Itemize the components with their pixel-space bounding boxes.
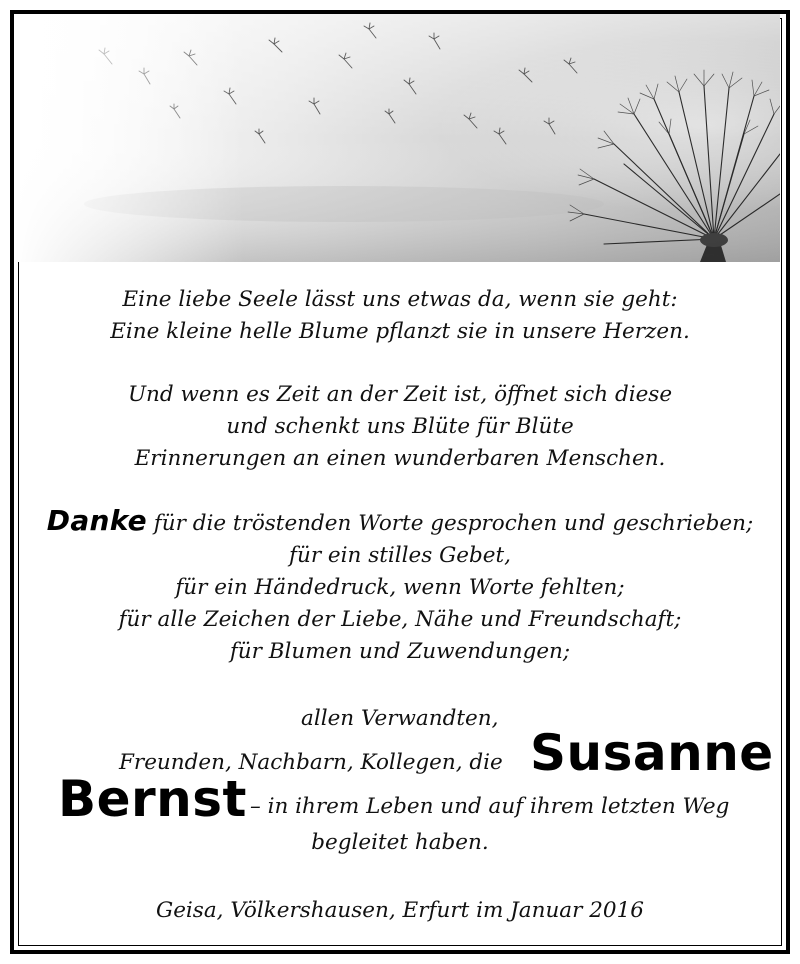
recipients-line-3: – in ihrem Leben und auf ihrem letzten Weg: [250, 794, 730, 819]
thanks-block: [0, 505, 800, 668]
poem-line: Eine liebe Seele lässt uns etwas da, wenn sie geht:: [122, 287, 678, 312]
poem-stanza-2: [0, 379, 800, 475]
poem-stanza-1: [0, 284, 800, 348]
poem-line: und schenkt uns Blüte für Blüte: [226, 414, 574, 439]
recipients-line-2: Freunden, Nachbarn, Kollegen, die: [119, 750, 503, 775]
deceased-first-name: Susanne: [530, 724, 774, 782]
place-date: Geisa, Völkershausen, Erfurt im Januar 2016: [156, 898, 644, 923]
thanks-first-line: [0, 505, 800, 540]
dandelion-icon: [14, 14, 780, 262]
thanks-line: für Blumen und Zuwendungen;: [229, 639, 571, 664]
thanks-first-line-text: für die tröstenden Worte gesprochen und geschrieben;: [146, 511, 754, 536]
poem-line: Eine kleine helle Blume pflanzt sie in unsere Herzen.: [110, 319, 690, 344]
thanks-line: für ein stilles Gebet,: [289, 543, 511, 568]
danke-word: Danke: [46, 504, 147, 537]
dandelion-banner: [14, 14, 780, 262]
poem-line: Und wenn es Zeit an der Zeit ist, öffnet sich diese: [127, 382, 673, 407]
thanks-line: für alle Zeichen der Liebe, Nähe und Freundschaft;: [118, 607, 682, 632]
recipients-line-1: allen Verwandten,: [301, 706, 499, 731]
deceased-last-name: Bernst: [58, 770, 247, 828]
thanks-line: für ein Händedruck, wenn Worte fehlten;: [175, 575, 625, 600]
poem-line: Erinnerungen an einen wunderbaren Menschen.: [134, 446, 666, 471]
recipients-line-4: begleitet haben.: [311, 830, 489, 855]
